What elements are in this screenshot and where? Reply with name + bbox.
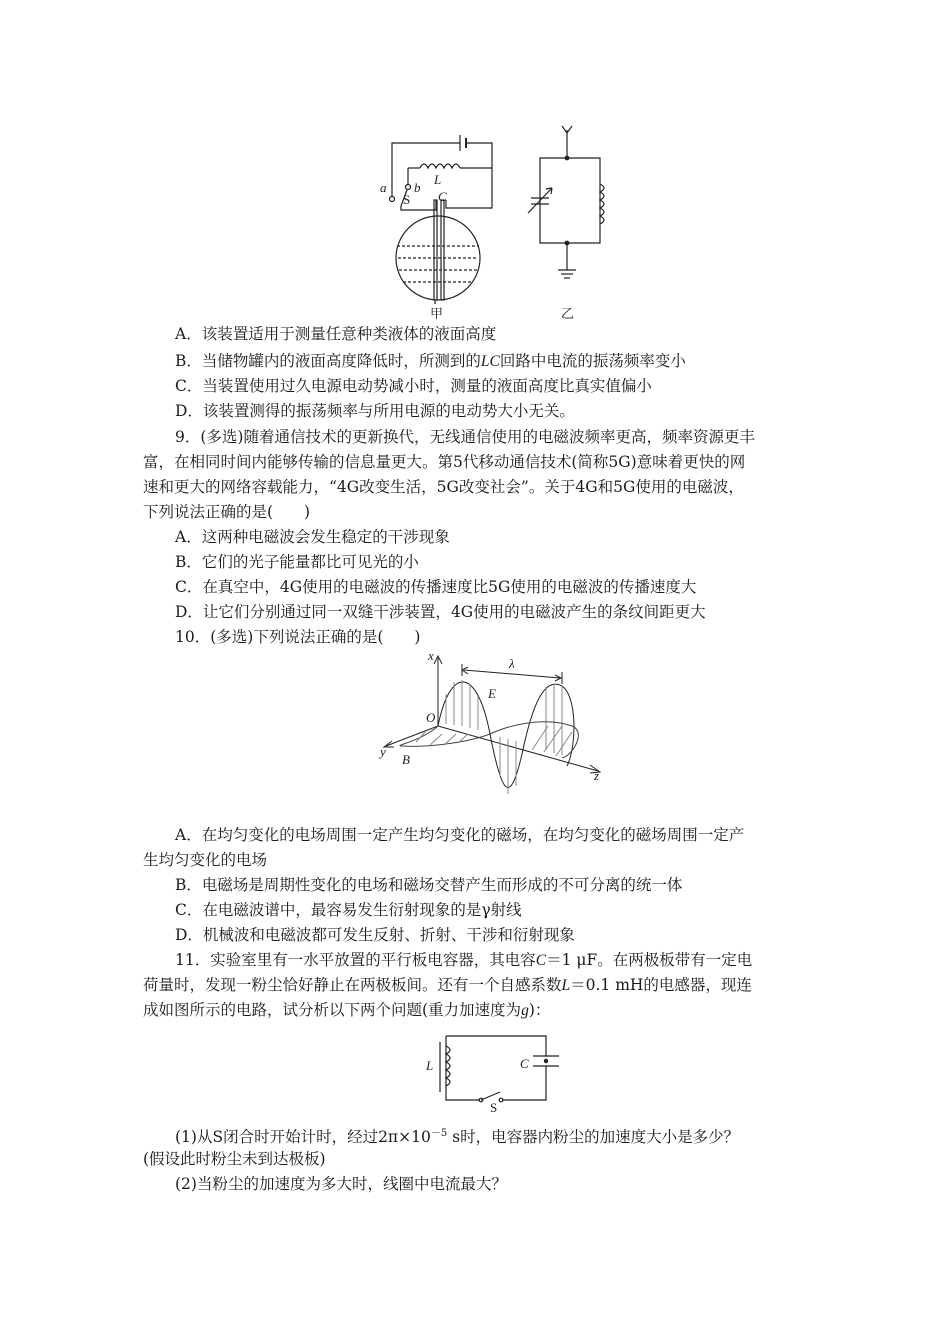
label-E: E: [488, 686, 496, 701]
q11-stem-line3: 成如图所示的电路，试分析以下两个问题(重力加速度为g)：: [143, 1001, 551, 1019]
q9-stem-line3: 速和更大的网络容载能力，“4G改变生活，5G改变社会”。关于4G和5G使用的电磁波，: [143, 478, 744, 496]
q11-stem-line1: 11．实验室里有一水平放置的平行板电容器，其电容C＝1 μF。在两极板带有一定电: [175, 951, 753, 969]
label-C: C: [438, 189, 447, 204]
label-L: L: [434, 172, 442, 187]
q9-option-a: A．这两种电磁波会发生稳定的干涉现象: [175, 528, 450, 546]
q10-option-a-line2: 生均匀变化的电场: [143, 851, 268, 869]
label-axis-x: x: [428, 648, 434, 663]
q10-option-d: D．机械波和电磁波都可发生反射、折射、干涉和衍射现象: [175, 926, 575, 944]
q11-part1-line2: (假设此时粉尘未到达极板): [143, 1150, 326, 1168]
label-b: b: [414, 180, 421, 195]
label-axis-y: y: [380, 744, 386, 759]
q10-option-a-line1: A．在均匀变化的电场周围一定产生均匀变化的磁场，在均匀变化的磁场周围一定产: [175, 826, 745, 844]
q10-option-c: C．在电磁波谱中，最容易发生衍射现象的是γ射线: [175, 901, 522, 919]
q11-stem-line2: 荷量时，发现一粉尘恰好静止在两极板间。还有一个自感系数L＝0.1 mH的电感器，现连: [143, 976, 752, 994]
q9-option-c: C．在真空中，4G使用的电磁波的传播速度比5G使用的电磁波的传播速度大: [175, 578, 697, 596]
q8-option-c: C．当装置使用过久电源电动势减小时，测量的液面高度比真实值偏小: [175, 377, 652, 395]
caption-yi: 乙: [561, 307, 575, 322]
label-C: C: [520, 1056, 529, 1071]
figure-q8-circuits: [370, 118, 610, 323]
q9-option-b: B．它们的光子能量都比可见光的小: [175, 553, 419, 571]
q10-stem: 10．(多选)下列说法正确的是( ): [175, 628, 421, 646]
q8-option-d: D．该装置测得的振荡频率与所用电源的电动势大小无关。: [175, 402, 575, 420]
label-L: L: [426, 1058, 434, 1073]
q10-option-b: B．电磁场是周期性变化的电场和磁场交替产生而形成的不可分离的统一体: [175, 876, 683, 894]
label-a: a: [380, 180, 387, 195]
figure-em-wave: [372, 646, 612, 806]
q11-part2: (2)当粉尘的加速度为多大时，线圈中电流最大？: [175, 1175, 507, 1193]
q8-option-a: A．该装置适用于测量任意种类液体的液面高度: [175, 325, 497, 343]
q9-stem-line4: 下列说法正确的是( ): [143, 503, 311, 521]
q11-part1-line1: (1)从S闭合时开始计时，经过$2\pi\times 10^{-5}$ s时，电容器内粉尘的加速度大小是多少？: [175, 1128, 740, 1147]
label-S: S: [490, 1100, 498, 1114]
caption-jia: 甲: [430, 307, 444, 322]
q8-option-b: B．当储物罐内的液面高度降低时，所测到的LC回路中电流的振荡频率变小: [175, 352, 686, 370]
label-axis-z: z: [594, 768, 600, 783]
label-O: O: [426, 710, 436, 725]
q9-option-d: D．让它们分别通过同一双缝干涉装置，4G使用的电磁波产生的条纹间距更大: [175, 603, 706, 621]
label-S: S: [403, 192, 411, 207]
label-lambda: λ: [509, 656, 515, 671]
label-B: B: [402, 752, 410, 767]
q9-stem-line2: 富，在相同时间内能够传输的信息量更大。第5代移动通信技术(简称5G)意味着更快的网: [143, 453, 746, 471]
figure-lc-circuit: [418, 1022, 568, 1114]
q9-stem-line1: 9．(多选)随着通信技术的更新换代，无线通信使用的电磁波频率更高，频率资源更丰: [175, 428, 755, 446]
